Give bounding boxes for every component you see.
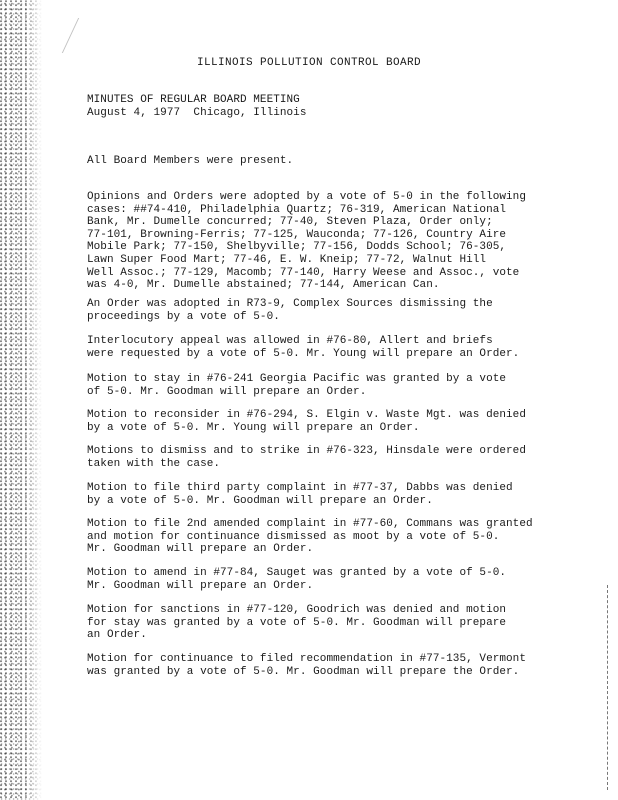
paragraph-line: an Order. xyxy=(87,629,147,642)
heading-line: August 4, 1977 Chicago, Illinois xyxy=(87,106,307,119)
paragraph-goodrich xyxy=(87,604,587,642)
paragraph-line: Bank, Mr. Dumelle concurred; 77-40, Steven Plaza, Order only; xyxy=(87,216,493,229)
paragraph-line: Lawn Super Food Mart; 77-46, E. W. Kneip; 77-72, Walnut Hill xyxy=(87,253,487,266)
paragraph-hinsdale xyxy=(87,445,587,470)
paragraph-line: and motion for continuance dismissed as moot by a vote of 5-0. xyxy=(87,530,500,543)
paragraph-line: taken with the case. xyxy=(87,457,221,470)
paragraph-reconsider xyxy=(87,409,587,434)
paragraph-line: was granted by a vote of 5-0. Mr. Goodman will prepare the Order. xyxy=(87,665,520,678)
paragraph-line: An Order was adopted in R73-9, Complex Sources dismissing the xyxy=(87,298,493,310)
paragraph-line: Motion for sanctions in #77-120, Goodrich was denied and motion xyxy=(87,604,507,616)
paragraph-complex-sources xyxy=(87,298,587,323)
paragraph-line: cases: ##74-410, Philadelphia Quartz; 76-319, American National xyxy=(87,203,507,216)
paragraph-line: was 4-0, Mr. Dumelle abstained; 77-144, American Can. xyxy=(87,279,440,292)
scan-edge-noise xyxy=(0,0,42,800)
paragraph-commans xyxy=(87,518,587,556)
paragraph-line: Motion to file third party complaint in #77-37, Dabbs was denied xyxy=(87,482,513,494)
paragraph-line: proceedings by a vote of 5-0. xyxy=(87,310,280,323)
paragraph-line: Motion to stay in #76-241 Georgia Pacific was granted by a vote xyxy=(87,373,507,385)
paragraph-interlocutory xyxy=(87,335,587,360)
paragraph-line: Motion to reconsider in #76-294, S. Elgin v. Waste Mgt. was denied xyxy=(87,409,526,421)
attendance-line xyxy=(87,155,587,168)
attendance-text: All Board Members were present. xyxy=(87,155,294,167)
paragraph-line: Motion for continuance to filed recommendation in #77-135, Vermont xyxy=(87,653,526,665)
paragraph-line: Motions to dismiss and to strike in #76-323, Hinsdale were ordered xyxy=(87,445,526,457)
paragraph-line: by a vote of 5-0. Mr. Goodman will prepare an Order. xyxy=(87,494,433,507)
paragraph-line: Interlocutory appeal was allowed in #76-80, Allert and briefs xyxy=(87,335,493,347)
page-title: ILLINOIS POLLUTION CONTROL BOARD xyxy=(196,57,422,69)
paragraph-line: Opinions and Orders were adopted by a vote of 5-0 in the following xyxy=(87,191,526,203)
paragraph-line: 77-101, Browning-Ferris; 77-125, Wauconda; 77-126, Country Aire xyxy=(87,228,507,241)
meeting-heading xyxy=(87,94,587,119)
paragraph-georgia-pacific xyxy=(87,373,587,398)
paragraph-line: Mr. Goodman will prepare an Order. xyxy=(87,579,314,592)
paragraph-line: of 5-0. Mr. Goodman will prepare an Order. xyxy=(87,385,367,398)
paragraph-line: Motion to amend in #77-84, Sauget was granted by a vote of 5-0. xyxy=(87,567,507,579)
heading-line: MINUTES OF REGULAR BOARD MEETING xyxy=(87,94,300,106)
paragraph-dabbs xyxy=(87,482,587,507)
paragraph-sauget xyxy=(87,567,587,592)
paragraph-line: by a vote of 5-0. Mr. Young will prepare an Order. xyxy=(87,421,420,434)
paragraph-line: were requested by a vote of 5-0. Mr. Young will prepare an Order. xyxy=(87,347,520,360)
paragraph-line: Motion to file 2nd amended complaint in #77-60, Commans was granted xyxy=(87,518,533,530)
paragraph-line: Mobile Park; 77-150, Shelbyville; 77-156, Dodds School; 76-305, xyxy=(87,241,507,254)
paragraph-opinions xyxy=(87,191,587,292)
scan-mark xyxy=(42,18,79,53)
paragraph-line: for stay was granted by a vote of 5-0. Mr. Goodman will prepare xyxy=(87,616,507,629)
paragraph-line: Well Assoc.; 77-129, Macomb; 77-140, Harry Weese and Assoc., vote xyxy=(87,266,520,279)
paragraph-line: Mr. Goodman will prepare an Order. xyxy=(87,543,314,556)
scan-edge-line xyxy=(607,585,610,790)
paragraph-vermont xyxy=(87,653,587,678)
